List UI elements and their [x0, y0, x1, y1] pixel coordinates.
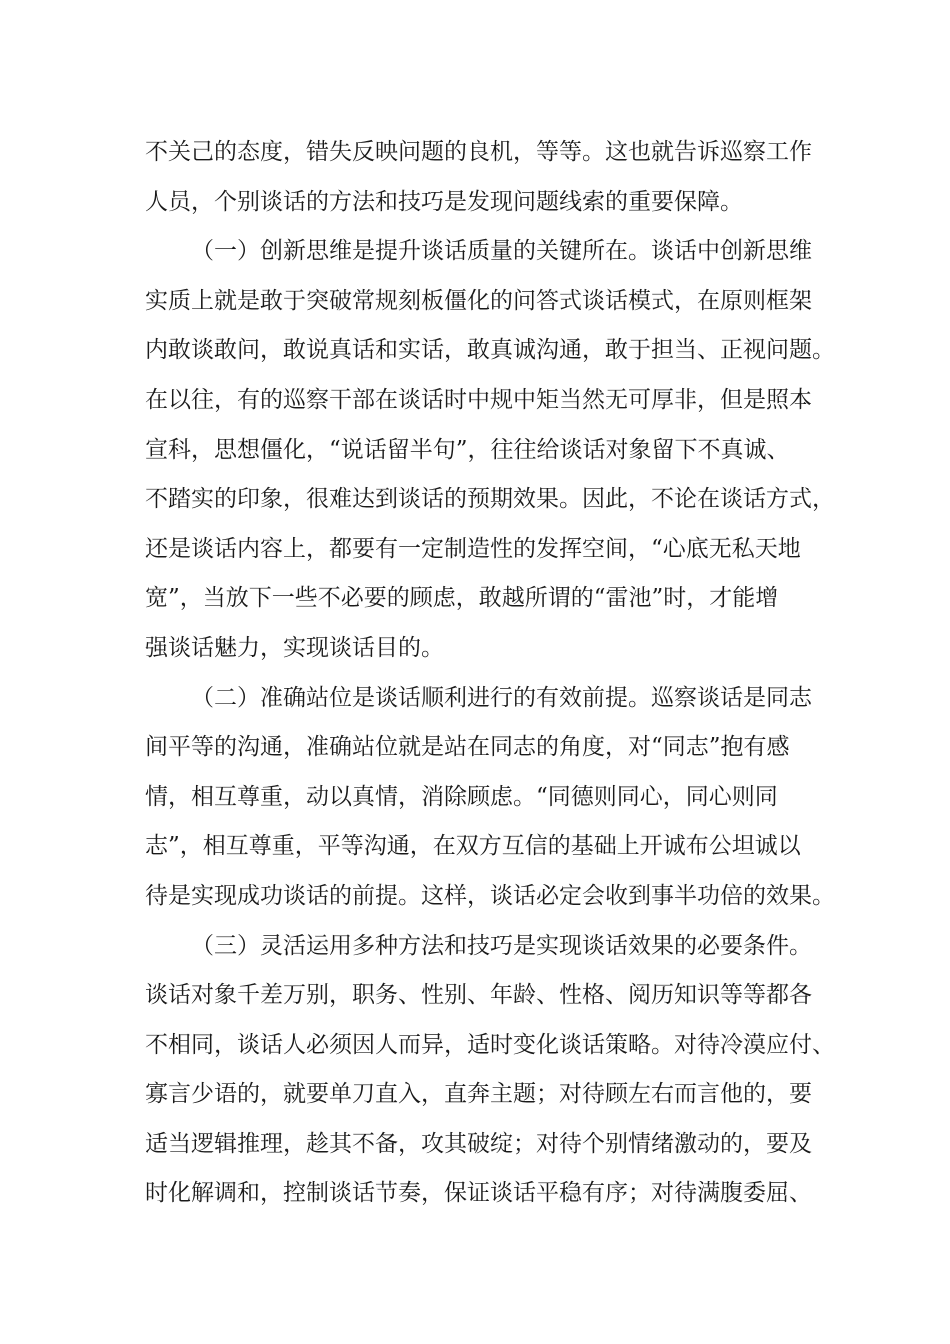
text-line: 寡言少语的，就要单刀直入，直奔主题；对待顾左右而言他的，要 [145, 1081, 812, 1108]
text-line: 在以往，有的巡察干部在谈话时中规中矩当然无可厚非，但是照本 [145, 386, 812, 413]
section-heading-line: （二）准确站位是谈话顺利进行的有效前提。巡察谈话是同志 [191, 684, 812, 711]
text-line: 宣科，思想僵化，“说话留半句”，往往给谈话对象留下不真诚、 [145, 436, 790, 463]
text-line: 不关己的态度，错失反映问题的良机，等等。这也就告诉巡察工作 [145, 139, 812, 165]
text-line: 间平等的沟通，准确站位就是站在同志的角度，对“同志”抱有感 [145, 734, 790, 761]
section-heading-line: （三）灵活运用多种方法和技巧是实现谈话效果的必要条件。 [191, 932, 812, 959]
text-line: 不相同，谈话人必须因人而异，适时变化谈话策略。对待冷漠应付、 [145, 1031, 835, 1058]
text-line: 适当逻辑推理，趁其不备，攻其破绽；对待个别情绪激动的，要及 [145, 1130, 812, 1157]
text-line: 实质上就是敢于突破常规刻板僵化的问答式谈话模式，在原则框架 [145, 287, 812, 314]
text-line: 强谈话魅力，实现谈话目的。 [145, 634, 444, 661]
text-line: 志”，相互尊重，平等沟通，在双方互信的基础上开诚布公坦诚以 [145, 833, 801, 860]
section-heading-line: （一）创新思维是提升谈话质量的关键所在。谈话中创新思维 [191, 238, 812, 265]
body-text [145, 128, 835, 1219]
text-line: 谈话对象千差万别，职务、性别、年龄、性格、阅历知识等等都各 [145, 982, 812, 1009]
text-line: 人员，个别谈话的方法和技巧是发现问题线索的重要保障。 [145, 188, 743, 215]
text-line: 不踏实的印象，很难达到谈话的预期效果。因此，不论在谈话方式， [145, 486, 835, 513]
text-line: 内敢谈敢问，敢说真话和实话，敢真诚沟通，敢于担当、正视问题。 [145, 337, 835, 364]
text-line: 待是实现成功谈话的前提。这样，谈话必定会收到事半功倍的效果。 [145, 882, 835, 909]
text-line: 情，相互尊重，动以真情，消除顾虑。“同德则同心，同心则同 [145, 783, 778, 810]
text-line: 宽”，当放下一些不必要的顾虑，敢越所谓的“雷池”时，才能增 [145, 585, 779, 612]
text-line: 时化解调和，控制谈话节奏，保证谈话平稳有序；对待满腹委屈、 [145, 1180, 812, 1207]
text-line: 还是谈话内容上，都要有一定制造性的发挥空间，“心底无私天地 [145, 535, 801, 562]
